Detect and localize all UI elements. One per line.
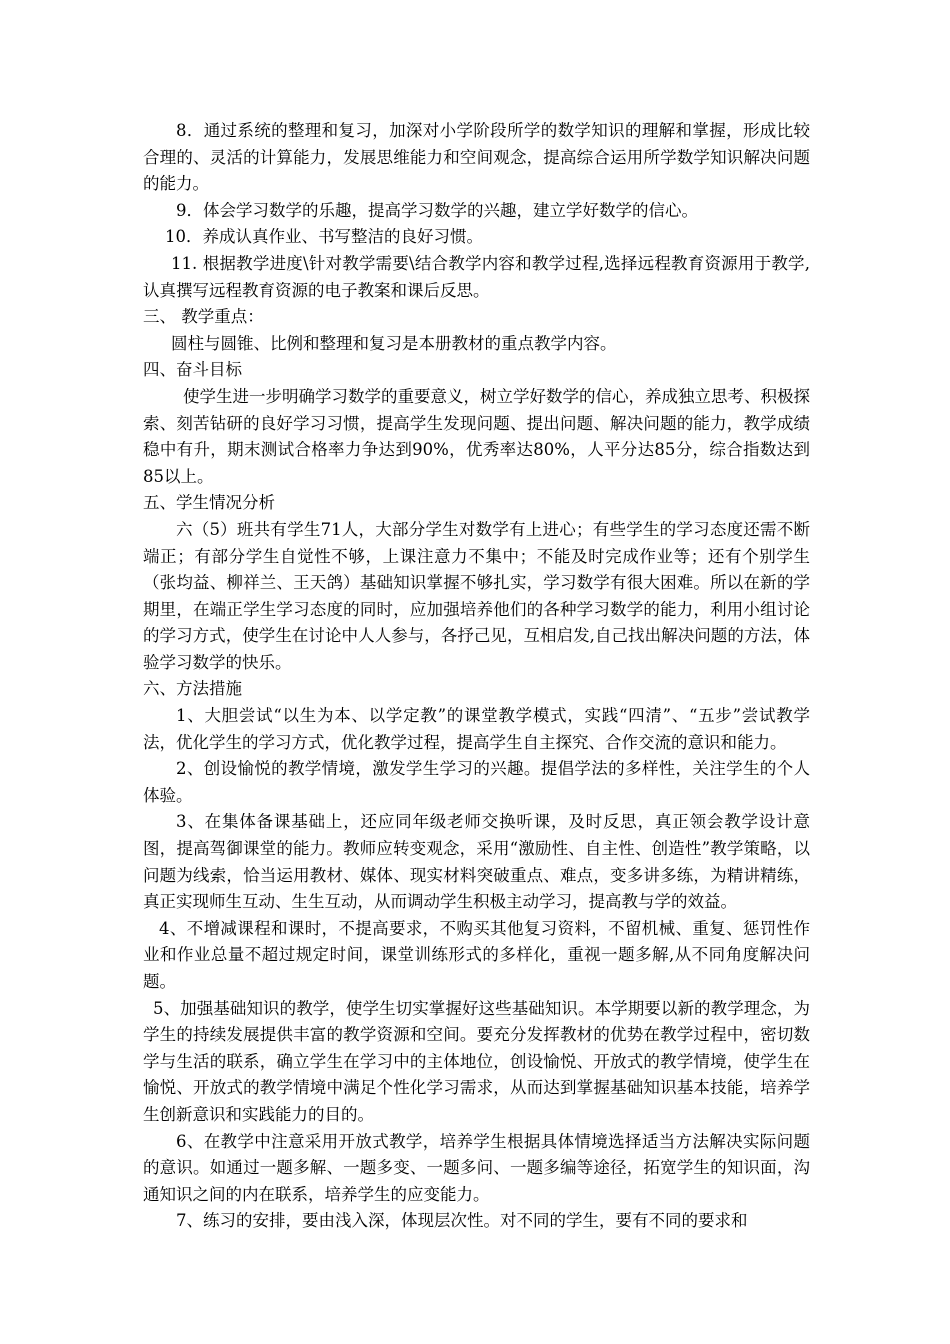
paragraph-goal-8: 8．通过系统的整理和复习，加深对小学阶段所学的数学知识的理解和掌握，形成比较合理的、灵活的计算能力，发展思维能力和空间观念，提高综合运用所学数学知识解决问题的能力。 <box>143 121 810 194</box>
paragraph-goal-11: 11. 根据教学进度\针对教学需要\结合教学内容和教学过程,选择远程教育资源用于教学,认真撰写远程教育资源的电子教案和课后反思。 <box>143 253 810 300</box>
paragraph-method-6: 6、在教学中注意采用开放式教学，培养学生根据具体情境选择适当方法解决实际问题的意识。如通过一题多解、一题多变、一题多问、一题多编等途径，拓宽学生的知识面，沟通知识之间的内在联系，培养学生的应变能力。 <box>143 1131 810 1204</box>
paragraph-method-4: 4、不增减课程和课时，不提高要求，不购买其他复习资料，不留机械、重复、惩罚性作业和作业总量不超过规定时间，课堂训练形式的多样化，重视一题多解,从不同角度解决问题。 <box>143 918 810 991</box>
paragraph-method-1: 1、大胆尝试“以生为本、以学定教”的课堂教学模式，实践“四清”、“五步”尝试教学法，优化学生的学习方式，优化教学过程，提高学生自主探究、合作交流的意识和能力。 <box>143 706 810 752</box>
document-body <box>143 118 810 1235</box>
section-heading-teaching-focus: 三、 教学重点： <box>143 307 264 327</box>
section-heading-objectives: 四、奋斗目标 <box>143 360 242 380</box>
paragraph-method-5: 5、加强基础知识的教学，使学生切实掌握好这些基础知识。本学期要以新的教学理念，为学生的持续发展提供丰富的教学资源和空间。要充分发挥教材的优势在教学过程中，密切数学与生活的联系，确立学生在学习中的主体地位，创设愉悦、开放式的教学情境，使学生在愉悦、开放式的教学情境中满足个性化学习需求，从而达到掌握基础知识基本技能，培养学生创新意识和实践能力的目的。 <box>143 998 810 1124</box>
paragraph-objectives: 使学生进一步明确学习数学的重要意义，树立学好数学的信心，养成独立思考、积极探索、刻苦钻研的良好学习习惯，提高学生发现问题、提出问题、解决问题的能力，教学成绩稳中有升，期末测试合格率力争达到90%，优秀率达80%，人平分达85分，综合指数达到85以上。 <box>143 386 810 486</box>
section-heading-student-analysis: 五、学生情况分析 <box>143 493 275 513</box>
paragraph-student-analysis: 六（5）班共有学生71人，大部分学生对数学有上进心；有些学生的学习态度还需不断端正；有部分学生自觉性不够，上课注意力不集中；不能及时完成作业等；还有个别学生（张均益、柳祥兰、王天鸽）基础知识掌握不够扎实，学习数学有很大困难。所以在新的学期里，在端正学生学习态度的同时，应加强培养他们的各种学习数学的能力，利用小组讨论的学习方式，使学生在讨论中人人参与，各抒己见，互相启发,自己找出解决问题的方法，体验学习数学的快乐。 <box>143 519 810 672</box>
paragraph-method-2: 2、创设愉悦的教学情境，激发学生学习的兴趣。提倡学法的多样性，关注学生的个人体验。 <box>143 759 810 805</box>
paragraph-teaching-focus: 圆柱与圆锥、比例和整理和复习是本册教材的重点教学内容。 <box>171 333 617 353</box>
paragraph-method-3: 3、在集体备课基础上，还应同年级老师交换听课，及时反思，真正领会教学设计意图，提高驾御课堂的能力。教师应转变观念，采用“激励性、自主性、创造性”教学策略，以问题为线索，恰当运用教材、媒体、现实材料突破重点、难点，变多讲多练，为精讲精练，真正实现师生互动、生生互动，从而调动学生积极主动学习，提高教与学的效益。 <box>143 812 810 912</box>
paragraph-goal-10: 10．养成认真作业、书写整洁的良好习惯。 <box>165 227 483 247</box>
section-heading-methods: 六、方法措施 <box>143 679 242 699</box>
paragraph-method-7: 7、练习的安排，要由浅入深，体现层次性。对不同的学生，要有不同的要求和 <box>176 1211 748 1231</box>
paragraph-goal-9: 9．体会学习数学的乐趣，提高学习数学的兴趣，建立学好数学的信心。 <box>176 200 698 220</box>
